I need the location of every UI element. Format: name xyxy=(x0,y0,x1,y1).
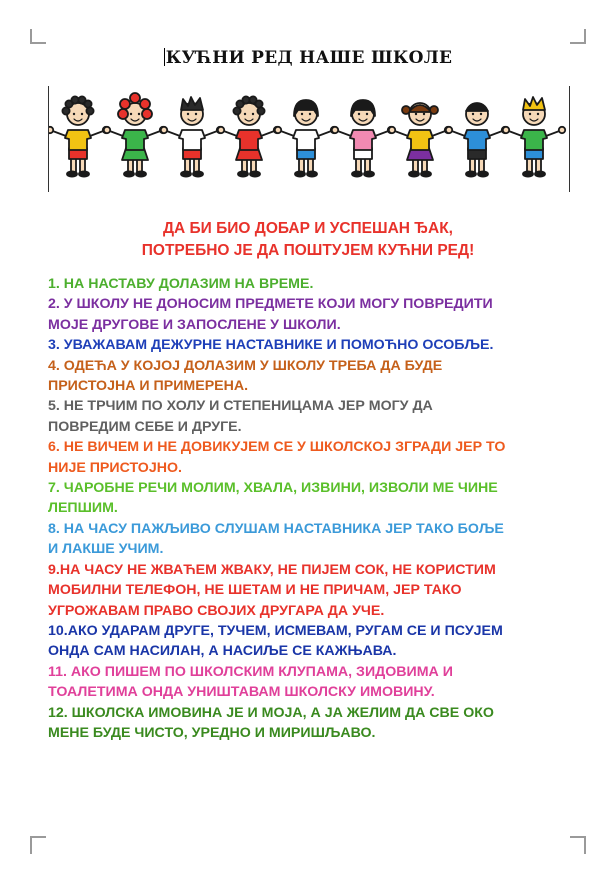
rule-item: 2. У ШКОЛУ НЕ ДОНОСИМ ПРЕДМЕТЕ КОЈИ МОГУ ПОВРЕДИТИ МОЈЕ ДРУГОВЕ И ЗАПОСЛЕНЕ У ШКОЛИ. xyxy=(48,296,493,333)
rule-item: 3. УВАЖАВАМ ДЕЖУРНЕ НАСТАВНИКЕ И ПОМОЋНО ОСОБЉЕ. xyxy=(48,337,494,354)
child-figure xyxy=(161,97,223,177)
child-figure xyxy=(503,97,565,177)
child-shirt xyxy=(521,130,547,150)
crop-mark-top-left xyxy=(30,29,46,44)
child-hair xyxy=(233,107,240,114)
child-hand xyxy=(559,127,565,133)
child-eye xyxy=(537,113,539,115)
child-hand xyxy=(218,127,224,133)
child-shoe xyxy=(364,171,374,176)
rule-item: 9.НА ЧАСУ НЕ ЖВАЋЕМ ЖВАКУ, НЕ ПИЈЕМ СОК, НЕ КОРИСТИМ МОБИЛНИ ТЕЛЕФОН, НЕ ШЕТАМ И НЕ ПРИЧАМ, ЈЕР ТАКО УГРОЖАВАМ ПРАВО СВОЈИХ ДРУГАРА ДА УЧЕ. xyxy=(48,561,496,619)
child-shoe xyxy=(523,171,533,176)
rule-item: 4. ОДЕЋА У КОЈОЈ ДОЛАЗИМ У ШКОЛУ ТРЕБА ДА БУДЕ ПРИСТОЈНА И ПРИМЕРЕНА. xyxy=(48,357,443,395)
child-hair xyxy=(120,99,130,109)
child-shirt xyxy=(236,130,262,150)
child-shirt xyxy=(350,130,376,150)
child-shirt xyxy=(407,130,433,150)
crop-mark-top-right xyxy=(570,29,586,44)
rule-item: 12. ШКОЛСКА ИМОВИНА ЈЕ И МОЈА, А ЈА ЖЕЛИМ ДА СВЕ ОКО МЕНЕ БУДЕ ЧИСТО, УРЕДНО И МИРИШЉАВО. xyxy=(48,704,494,741)
child-eye xyxy=(73,113,75,115)
child-shoe xyxy=(238,171,248,176)
child-eye xyxy=(529,113,531,115)
child-eye xyxy=(301,113,303,115)
child-hair xyxy=(402,106,410,114)
intro-heading-line-2: ПОТРЕБНО ЈЕ ДА ПОШТУЈЕМ КУЋНИ РЕД! xyxy=(141,242,475,259)
rule-item: 8. НА ЧАСУ ПАЖЉИВО СЛУШАМ НАСТАВНИКА ЈЕР ТАКО БОЉЕ И ЛАКШЕ УЧИМ. xyxy=(48,520,504,558)
child-hair xyxy=(181,97,203,110)
child-shoe xyxy=(250,171,260,176)
child-shirt xyxy=(179,130,205,150)
child-hair xyxy=(257,107,264,114)
child-shoe xyxy=(466,171,476,176)
child-hair xyxy=(142,109,152,119)
child-hand xyxy=(104,127,110,133)
child-shoe xyxy=(421,171,431,176)
child-hand xyxy=(446,127,452,133)
child-shoe xyxy=(535,171,545,176)
child-eye xyxy=(423,113,425,115)
child-hair xyxy=(255,100,262,107)
child-hand xyxy=(389,127,395,133)
child-eye xyxy=(130,113,132,115)
child-figure xyxy=(332,100,394,177)
child-eye xyxy=(195,113,197,115)
crop-mark-bottom-left xyxy=(30,836,46,854)
child-shoe xyxy=(79,171,89,176)
child-hair xyxy=(523,97,545,110)
text-cursor xyxy=(164,48,165,66)
child-shoe xyxy=(295,171,305,176)
child-eye xyxy=(309,113,311,115)
children-banner-image xyxy=(48,86,570,192)
child-shirt xyxy=(65,130,91,150)
child-shoe xyxy=(307,171,317,176)
rule-item: 5. НЕ ТРЧИМ ПО ХОЛУ И СТЕПЕНИЦАМА ЈЕР МОГУ ДА ПОВРЕДИМ СЕБЕ И ДРУГЕ. xyxy=(48,398,433,435)
child-shirt xyxy=(464,130,490,150)
child-figure xyxy=(389,103,451,177)
child-hair xyxy=(62,107,69,114)
crop-mark-bottom-right xyxy=(570,836,586,854)
child-shirt xyxy=(293,130,319,150)
child-hair xyxy=(140,99,150,109)
child-shirt xyxy=(122,130,148,150)
rule-item: 10.АКО УДАРАМ ДРУГЕ, ТУЧЕМ, ИСМЕВАМ, РУГАМ СЕ И ПСУЈЕМ ОНДА САМ НАСИЛАН, А НАСИЉЕ СЕ КАЖЊАВА. xyxy=(48,622,503,660)
child-hand xyxy=(332,127,338,133)
child-eye xyxy=(480,113,482,115)
page-title-text: КУЋНИ РЕД НАШЕ ШКОЛЕ xyxy=(165,48,453,68)
rules-list xyxy=(48,274,578,743)
child-eye xyxy=(81,113,83,115)
child-hair xyxy=(430,106,438,114)
child-eye xyxy=(415,113,417,115)
child-hair xyxy=(84,100,91,107)
child-shoe xyxy=(409,171,419,176)
page-title xyxy=(0,48,616,68)
child-eye xyxy=(138,113,140,115)
child-shoe xyxy=(352,171,362,176)
rule-item: 1. НА НАСТАВУ ДОЛАЗИМ НА ВРЕМЕ. xyxy=(48,276,314,292)
intro-heading-line-1: ДА БИ БИО ДОБАР И УСПЕШАН ЂАК, xyxy=(163,220,453,237)
child-shoe xyxy=(124,171,134,176)
child-shoe xyxy=(136,171,146,176)
child-hand xyxy=(161,127,167,133)
banner-right-edge xyxy=(569,86,570,192)
child-figure xyxy=(446,103,508,177)
child-shoe xyxy=(67,171,77,176)
child-hair xyxy=(86,107,93,114)
child-eye xyxy=(244,113,246,115)
child-figure xyxy=(104,93,166,177)
child-hair xyxy=(118,109,128,119)
child-eye xyxy=(472,113,474,115)
child-figure xyxy=(218,96,280,176)
child-figure xyxy=(275,100,337,177)
child-hand xyxy=(503,127,509,133)
rule-item: 11. АКО ПИШЕМ ПО ШКОЛСКИМ КЛУПАМА, ЗИДОВИМА И ТОАЛЕТИМА ОНДА УНИШТАВАМ ШКОЛСКУ ИМОВИНУ. xyxy=(48,663,453,701)
child-eye xyxy=(252,113,254,115)
child-eye xyxy=(187,113,189,115)
child-shoe xyxy=(478,171,488,176)
child-eye xyxy=(358,113,360,115)
rule-item: 6. НЕ ВИЧЕМ И НЕ ДОВИКУЈЕМ СЕ У ШКОЛСКОЈ ЗГРАДИ ЈЕР ТО НИЈЕ ПРИСТОЈНО. xyxy=(48,439,506,476)
child-hand xyxy=(275,127,281,133)
children-holding-hands-illustration xyxy=(48,86,570,192)
intro-heading xyxy=(0,218,616,262)
child-eye xyxy=(366,113,368,115)
child-figure xyxy=(48,96,109,176)
child-shoe xyxy=(181,171,191,176)
child-shoe xyxy=(193,171,203,176)
rule-item: 7. ЧАРОБНЕ РЕЧИ МОЛИМ, ХВАЛА, ИЗВИНИ, ИЗВОЛИ МЕ ЧИНЕ ЛЕПШИМ. xyxy=(48,480,498,517)
child-hair xyxy=(130,93,140,103)
banner-left-edge xyxy=(48,86,49,192)
